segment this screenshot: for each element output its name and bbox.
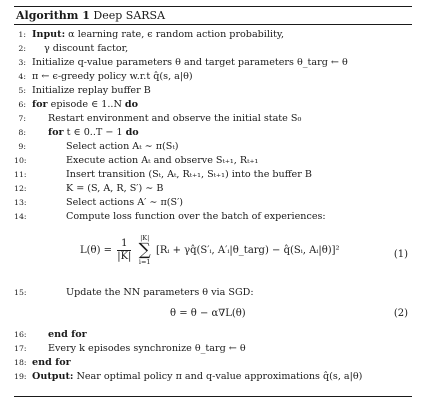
equation-number: (2) bbox=[393, 308, 408, 319]
summation-upper-limit: |K| bbox=[140, 234, 150, 242]
line-text: Compute loss function over the batch of experiences: bbox=[66, 211, 326, 222]
line-text: Restart environment and observe the initial state S₀ bbox=[48, 113, 302, 124]
fraction-numerator: 1 bbox=[117, 238, 131, 251]
line-text: Initialize replay buffer B bbox=[32, 85, 151, 96]
line-text: K = (S, A, R, S′) ∼ B bbox=[66, 183, 164, 194]
line-number: 16: bbox=[14, 330, 27, 339]
line-number: 6: bbox=[18, 100, 26, 109]
summation-lower-limit: i=1 bbox=[138, 258, 151, 266]
summation bbox=[139, 234, 151, 266]
line-text: Execute action Aₜ and observe Sₜ₊₁, Rₜ₊₁ bbox=[66, 155, 259, 166]
line-text: Output: Near optimal policy π and q-value approximations q̂(s, a|θ) bbox=[32, 371, 363, 382]
line-number: 10: bbox=[14, 156, 27, 165]
line-text: for episode ∈ 1..N do bbox=[32, 99, 139, 110]
line-number: 14: bbox=[14, 212, 27, 221]
algorithm-label: Algorithm 1 bbox=[16, 9, 90, 22]
algorithm-name: Deep SARSA bbox=[93, 9, 166, 22]
summation-sign: ∑ bbox=[138, 240, 151, 260]
line-number: 4: bbox=[18, 72, 26, 81]
line-number: 15: bbox=[14, 288, 27, 297]
line-number: 8: bbox=[18, 128, 26, 137]
line-number: 5: bbox=[18, 86, 26, 95]
fraction-denominator: |K| bbox=[117, 250, 132, 262]
line-number: 17: bbox=[14, 344, 27, 353]
line-text: for t ∈ 0..T − 1 do bbox=[48, 127, 139, 138]
line-text: Insert transition (Sₜ, Aₜ, Rₜ₊₁, Sₜ₊₁) into the buffer B bbox=[66, 169, 312, 180]
top-rule bbox=[14, 6, 412, 7]
equation-number: (1) bbox=[393, 249, 408, 260]
line-text: Select actions A′ ∼ π(S′) bbox=[66, 197, 184, 208]
line-number: 1: bbox=[18, 30, 26, 39]
line-text: end for bbox=[32, 357, 71, 368]
loss-equation bbox=[80, 234, 340, 266]
line-text: Update the NN parameters θ via SGD: bbox=[66, 287, 254, 298]
line-text: π ← ϵ-greedy policy w.r.t q̂(s, a|θ) bbox=[32, 71, 193, 82]
line-text: Initialize q-value parameters θ and target parameters θ_targ ← θ bbox=[32, 57, 348, 68]
line-number: 3: bbox=[18, 58, 26, 67]
line-number: 9: bbox=[18, 142, 26, 151]
bottom-rule bbox=[14, 396, 412, 397]
line-number: 18: bbox=[14, 358, 27, 367]
line-number: 19: bbox=[14, 372, 27, 381]
algorithm-title bbox=[16, 9, 165, 22]
line-text: Input: α learning rate, ϵ random action probability, bbox=[32, 29, 285, 40]
line-number: 7: bbox=[18, 114, 26, 123]
algorithm-box bbox=[14, 6, 412, 400]
equation-body: [Rᵢ + γq̂(S′ᵢ, A′ᵢ|θ_targ) − q̂(Sᵢ, Aᵢ|θ)]² bbox=[155, 244, 340, 256]
line-text: γ discount factor, bbox=[44, 43, 129, 54]
line-number: 12: bbox=[14, 184, 27, 193]
line-number: 11: bbox=[14, 170, 27, 179]
line-text: end for bbox=[48, 329, 87, 340]
line-text: Select action Aₜ ∼ π(Sₜ) bbox=[66, 141, 179, 152]
fraction bbox=[117, 238, 131, 263]
line-number: 2: bbox=[18, 44, 26, 53]
line-text: Every k episodes synchronize θ_targ ← θ bbox=[48, 343, 246, 354]
title-rule bbox=[14, 24, 412, 25]
equation-lhs: L(θ) = bbox=[80, 244, 113, 256]
line-number: 13: bbox=[14, 198, 27, 207]
sgd-equation: θ = θ − α∇L(θ) bbox=[170, 308, 246, 319]
